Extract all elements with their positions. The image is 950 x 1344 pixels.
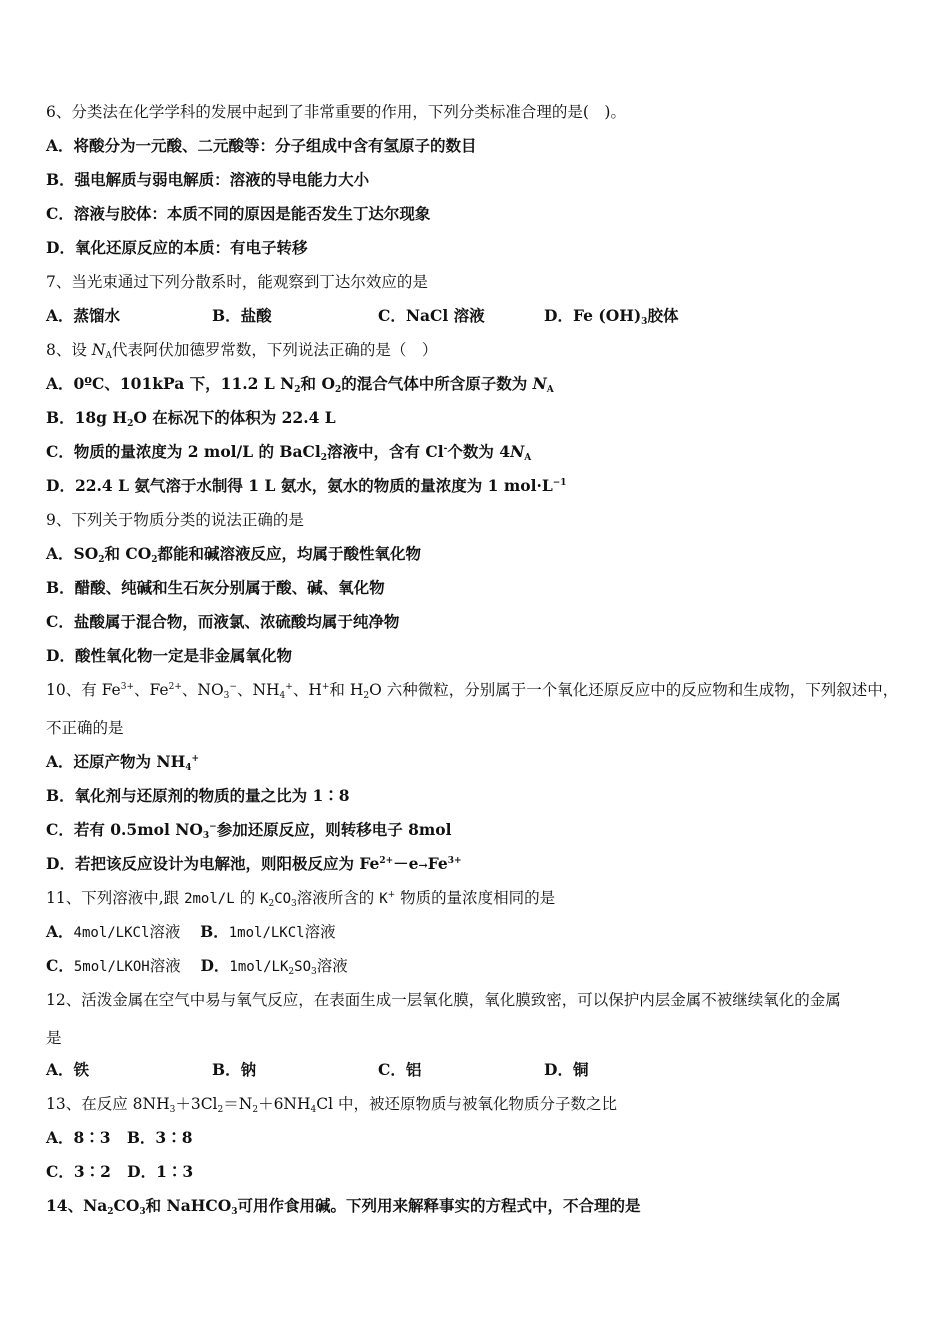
q10-option-d: D．若把该反应设计为电解池，则阳极反应为 $Fe^{2+}-e\to Fe^{3+}$ xyxy=(46,854,462,873)
q13-option-c: C．3∶2 xyxy=(46,1162,111,1181)
q13-option-b: B．3∶8 xyxy=(126,1128,193,1147)
q6-option-d: D．氧化还原反应的本质：有电子转移 xyxy=(46,238,308,257)
q10-option-b: B．氧化剂与还原剂的物质的量之比为 1∶8 xyxy=(46,786,350,805)
q12-stem: 12、活泼金属在空气中易与氧气反应，在表面生成一层氧化膜，氧化膜致密，可以保护内层金属不被继续氧化的金属 xyxy=(46,991,841,1009)
q14-stem: 14、$Na_2CO_3$和 NaHCO$_3$可用作食用碱。下列用来解释事实的方程式中，不合理的是 xyxy=(46,1196,641,1217)
q12-option-c: C．铝 xyxy=(378,1060,422,1079)
q12-option-b: B．钠 xyxy=(212,1060,257,1079)
q8-option-c: C．物质的量浓度为 2 mol/L 的 BaCl$_2$溶液中，含有 Cl-个数为 $4N_A$ xyxy=(46,442,532,463)
q12-stem-line2: 是 xyxy=(46,1029,62,1047)
q7-option-c: C．NaCl 溶液 xyxy=(378,306,485,325)
q13-option-a: A．8∶3 xyxy=(46,1128,111,1147)
q6-option-c: C．溶液与胶体：本质不同的原因是能否发生丁达尔现象 xyxy=(46,204,431,223)
q11-stem: 11、下列溶液中,跟 2mol/L 的 $K_2CO_3$溶液所含的 K+ 物质的量浓度相同的是 xyxy=(46,889,556,909)
q7-options xyxy=(46,306,678,326)
q13-options-ab xyxy=(46,1128,192,1148)
q6-stem: 6、分类法在化学学科的发展中起到了非常重要的作用，下列分类标准合理的是( )。 xyxy=(46,103,626,121)
q7-stem: 7、当光束通过下列分散系时，能观察到丁达尔效应的是 xyxy=(46,273,428,291)
q10-stem-line2: 不正确的是 xyxy=(46,719,124,737)
q13-options-cd xyxy=(46,1162,193,1182)
q9-option-c: C．盐酸属于混合物，而液氯、浓硫酸均属于纯净物 xyxy=(46,612,400,631)
q9-option-d: D．酸性氧化物一定是非金属氧化物 xyxy=(46,646,292,665)
q10-option-c: C．若有 0.5mol $NO_3^-$参加还原反应，则转移电子 8mol xyxy=(46,820,452,841)
q8-option-b: B．18g $H_2O$ 在标况下的体积为 22.4 L xyxy=(46,408,336,429)
q8-stem: 8、设 $N_A$代表阿伏加德罗常数，下列说法正确的是（ ） xyxy=(46,341,438,361)
q9-option-a: A．$SO_2$和 $CO_2$都能和碱溶液反应，均属于酸性氧化物 xyxy=(46,544,422,565)
q13-option-d: D．1∶3 xyxy=(127,1162,194,1181)
q9-stem: 9、下列关于物质分类的说法正确的是 xyxy=(46,511,304,529)
q13-stem: 13、在反应 $8NH_3+3Cl_2=N_2+6NH_4Cl$ 中，被还原物质与被氧化物质分子数之比 xyxy=(46,1095,617,1115)
q7-option-d: D．Fe $(OH)_3$胶体 xyxy=(544,306,679,327)
q10-option-a: A．还原产物为 $NH_4^+$ xyxy=(46,752,200,773)
q10-stem: 10、有 $Fe^{3+}$、$Fe^{2+}$、$NO_3^-$、$NH_4^+$、H+和 $H_2O$ 六种微粒，分别属于一个氧化还原反应中的反应物和生成物，下列叙述中， xyxy=(46,681,899,701)
q8-option-d: D．22.4 L 氨气溶于水制得 1 L 氨水，氨水的物质的量浓度为 1 $mol\cdot L^{-1}$ xyxy=(46,476,567,495)
q11-options-cd: C．5mol/LKOH溶液 D．$1mol/LK_2SO_3$溶液 xyxy=(46,956,348,977)
q12-options xyxy=(46,1060,588,1080)
q6-option-a: A．将酸分为一元酸、二元酸等：分子组成中含有氢原子的数目 xyxy=(46,136,477,155)
q7-option-b: B．盐酸 xyxy=(212,306,272,325)
q8-option-a: A．0ºC、101kPa 下，11.2 L $N_2$和 $O_2$的混合气体中所含原子数为 $N_A$ xyxy=(46,374,554,395)
q12-option-a: A．铁 xyxy=(46,1060,90,1079)
q12-option-d: D．铜 xyxy=(544,1060,589,1079)
q11-options-ab: A．4mol/LKCl溶液 B．1mol/LKCl溶液 xyxy=(46,922,336,941)
q6-option-b: B．强电解质与弱电解质：溶液的导电能力大小 xyxy=(46,170,370,189)
q9-option-b: B．醋酸、纯碱和生石灰分别属于酸、碱、氧化物 xyxy=(46,578,385,597)
q7-option-a: A．蒸馏水 xyxy=(46,306,121,325)
